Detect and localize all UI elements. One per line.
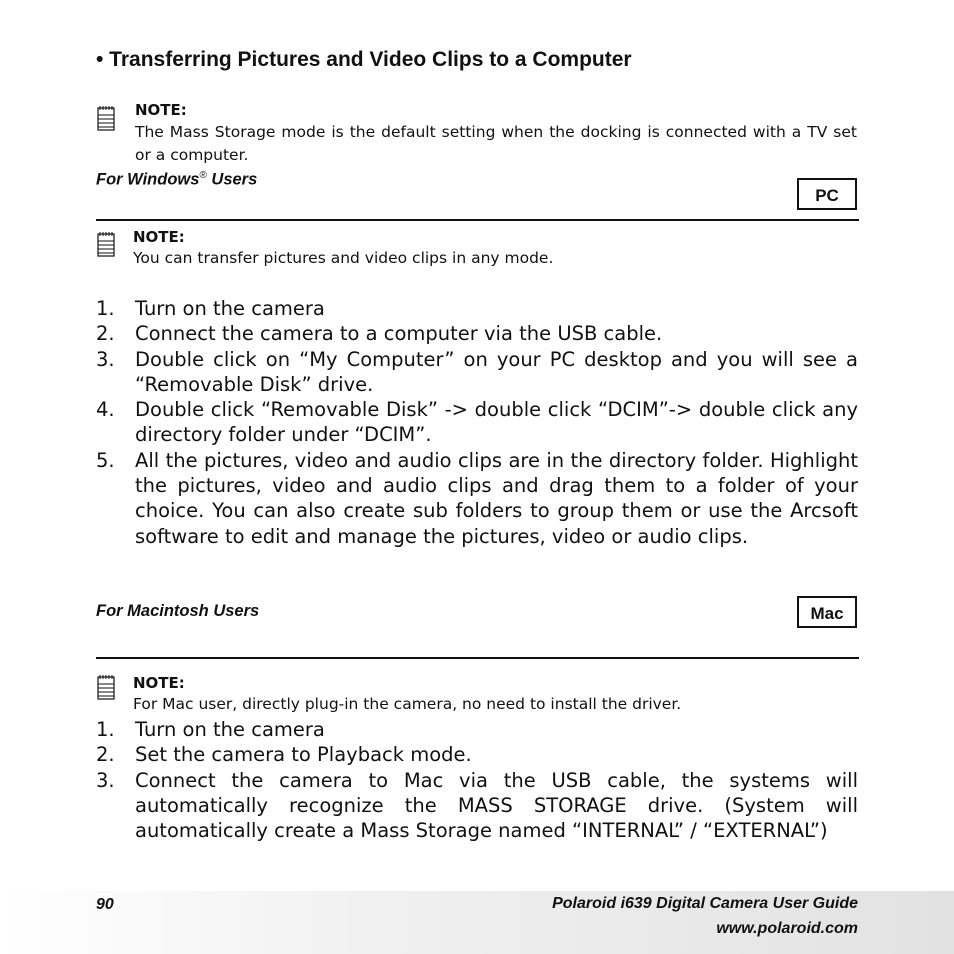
- section-divider: [96, 219, 859, 221]
- page-number: 90: [96, 896, 114, 913]
- page-title: • Transferring Pictures and Video Clips to a Computer: [96, 48, 632, 71]
- note-text: You can transfer pictures and video clips in any mode.: [133, 249, 554, 267]
- list-item: 5. All the pictures, video and audio clips are in the directory folder. Highlight the pictures, video and audio clips and drag them to a folder of your choice. You can also create sub folders to group them or use the Arcsoft software to edit and manage the pictures, video or audio clips.: [96, 448, 858, 548]
- list-item: 1. Turn on the camera: [96, 718, 325, 741]
- note-label: NOTE:: [133, 674, 185, 692]
- section-divider: [96, 657, 859, 659]
- note-label: NOTE:: [135, 101, 187, 119]
- list-item: 1. Turn on the camera: [96, 297, 325, 320]
- website-link[interactable]: www.polaroid.com: [716, 920, 858, 937]
- notepad-icon: [97, 105, 115, 131]
- windows-steps-list: [96, 296, 858, 549]
- list-item: 2. Set the camera to Playback mode.: [96, 743, 472, 767]
- list-item: 3. Connect the camera to Mac via the USB cable, the systems will automatically recognize the MASS STORAGE drive. (System will automatically create a Mass Storage named “INTERNAL” / “EXTERNAL”): [96, 768, 858, 843]
- note-text: For Mac user, directly plug-in the camera, no need to install the driver.: [133, 695, 682, 713]
- list-item: 2. Connect the camera to a computer via the USB cable.: [96, 322, 663, 346]
- mac-badge: Mac: [797, 596, 857, 628]
- note-label: NOTE:: [133, 228, 185, 246]
- notepad-icon: [97, 231, 115, 257]
- mac-section-label: For Macintosh Users: [96, 602, 260, 620]
- list-item: 3. Double click on “My Computer” on your PC desktop and you will see a “Removable Disk” drive.: [96, 347, 858, 396]
- mac-steps-list: [96, 717, 858, 843]
- list-item: 4. Double click “Removable Disk” -> double click “DCIM”-> double click any directory folder under “DCIM”.: [96, 398, 858, 447]
- footer-guide-info: [552, 891, 858, 941]
- windows-section-label: For Windows® Users: [96, 170, 258, 189]
- notepad-icon: [97, 674, 115, 700]
- note-text: The Mass Storage mode is the default setting when the docking is connected with a TV set or a computer.: [135, 123, 857, 164]
- guide-title: Polaroid i639 Digital Camera User Guide: [552, 895, 858, 912]
- pc-badge: PC: [797, 178, 857, 210]
